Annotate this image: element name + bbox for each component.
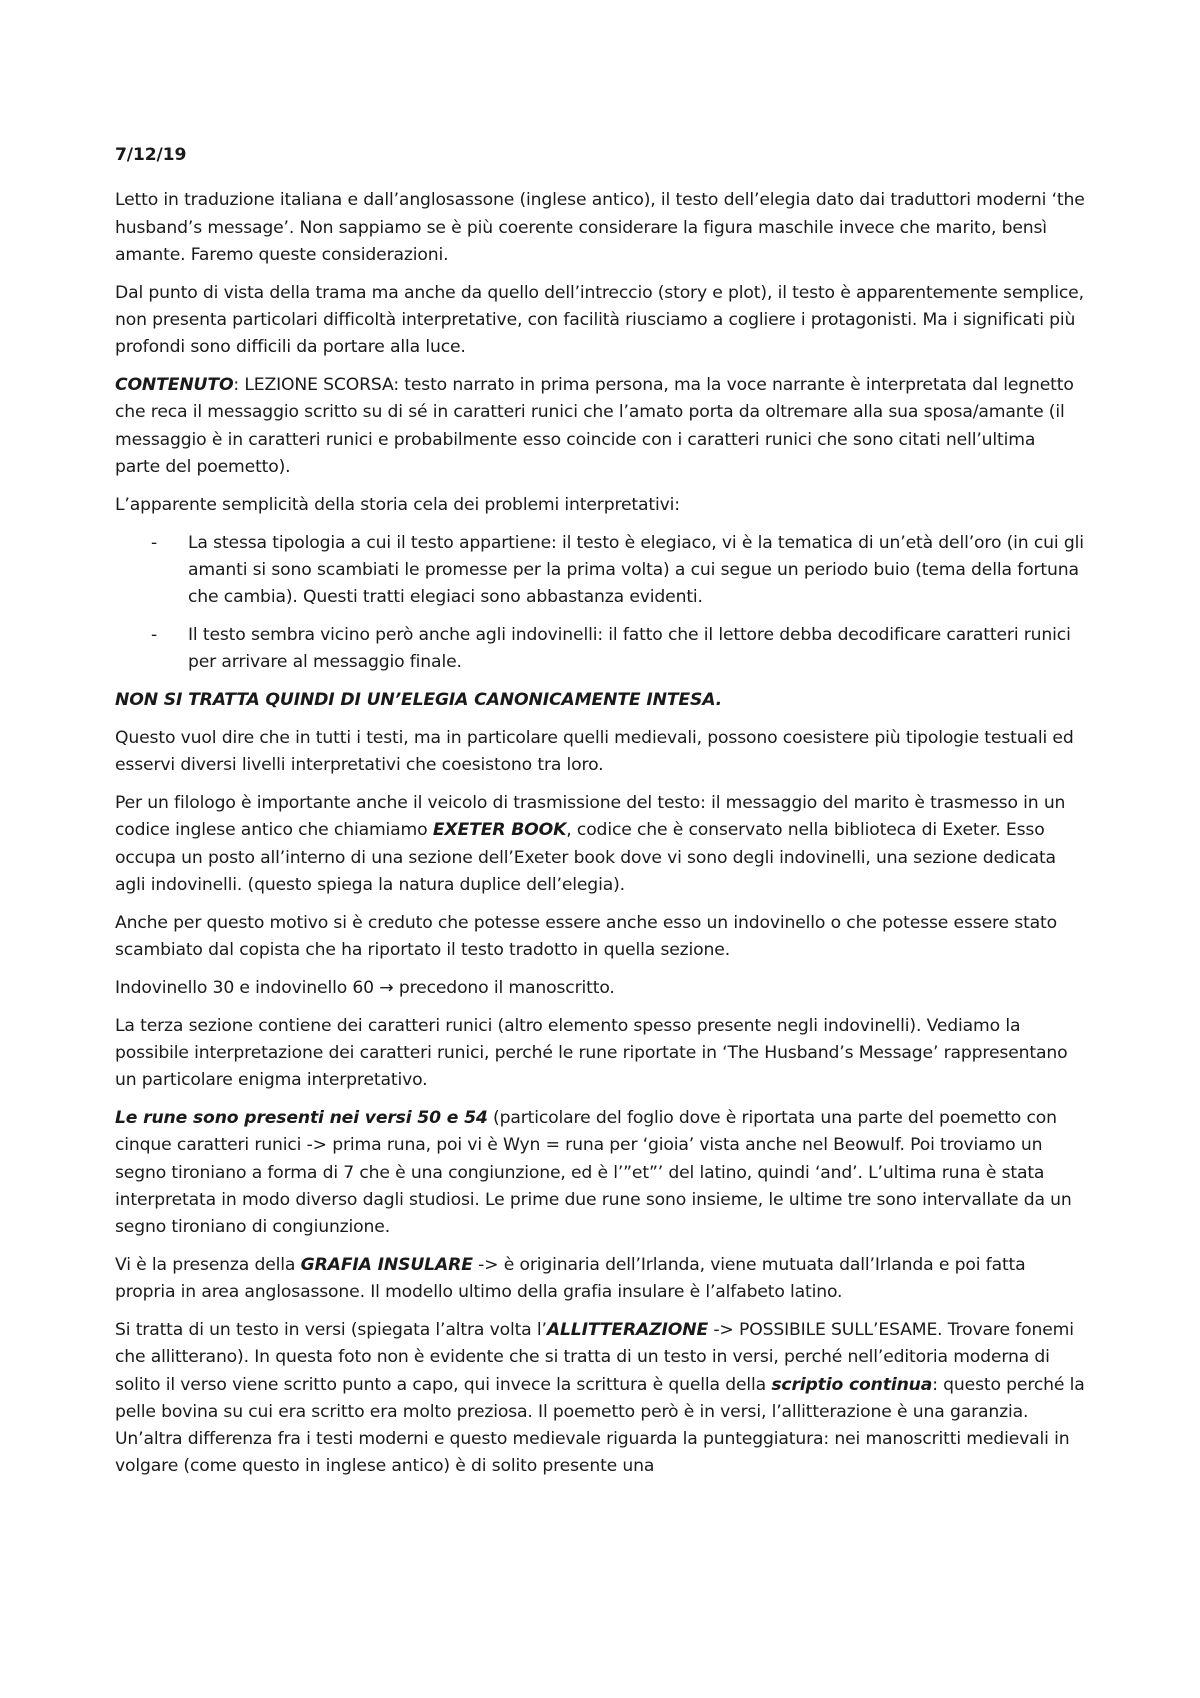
runes-text: (particolare del foglio dove è riportata una parte del poemetto con cinque caratteri runici -> prima runa, poi vi è Wyn = runa per ‘gioia’ vista anche nel Beowulf. Poi troviamo un segno tironiano a forma di 7 che è una congiunzione, ed è l’”et”’ del latino, quindi ‘and’. L’ultima runa è stata interpretata in modo diverso dagli studiosi. Le prime due rune sono insieme, le ultime tre sono intervallate da un segno tironiano di congiunzione. [115, 1107, 1072, 1238]
paragraph-typologies: Questo vuol dire che in tutti i testi, ma in particolare quelli medievali, possono coesistere più tipologie testuali ed esservi diversi livelli interpretativi che coesistono tra loro. [115, 727, 1074, 776]
date-heading: 7/12/19 [115, 145, 187, 165]
grafia-insulare-term: GRAFIA INSULARE [300, 1254, 473, 1275]
paragraph-runic-section: La terza sezione contiene dei caratteri runici (altro elemento spesso presente negli indovinelli). Vediamo la possibile interpretazione dei caratteri runici, perché le rune riportate in ‘The Husband’s Message’ rappresentano un particolare enigma interpretativo. [115, 1015, 1068, 1091]
riddles-text-b: precedono il manoscritto. [393, 977, 615, 998]
insular-text-a: Vi è la presenza della [115, 1254, 301, 1275]
scriptio-continua-term: scriptio continua [771, 1374, 933, 1395]
paragraph-verse [115, 1317, 1085, 1481]
list-item-text: Il testo sembra vicino però anche agli indovinelli: il fatto che il lettore debba decodificare caratteri runici per arrivare al messaggio finale. [188, 624, 1071, 673]
paragraph-insular-script [115, 1252, 1085, 1307]
paragraph-riddle-hypothesis: Anche per questo motivo si è creduto che potesse essere anche esso un indovinello o che potesse essere stato scambiato dal copista che ha riportato il testo tradotto in quella sezione. [115, 912, 1058, 960]
arrow-right-icon: → [379, 977, 394, 998]
verse-text-c: -> POSSIBILE SULL’ESAME. Trovare fonemi che allitterano). In questa foto non è evidente che si tratta di un testo in versi, perché nell’editoria moderna di solito il verso viene scritto punto a capo, qui invece la scrittura è quella della [115, 1319, 1074, 1395]
paragraph-runes [115, 1105, 1085, 1241]
list-item [115, 622, 1085, 677]
exeter-text-c: , codice che è conservato nella biblioteca di Exeter. Esso occupa un posto all’interno di una sezione dell’Exeter book dove vi sono degli indovinelli, una sezione dedicata agli indovinelli. (questo spiega la natura duplice dell’elegia). [115, 820, 1056, 895]
paragraph-problems-intro: L’apparente semplicità della storia cela dei problemi interpretativi: [115, 494, 680, 515]
document-body [115, 142, 1085, 1491]
paragraph-riddles [115, 975, 1085, 1002]
exeter-book-term: EXETER BOOK [432, 820, 567, 841]
paragraph-conclusion-heading: NON SI TRATTA QUINDI DI UN’ELEGIA CANONICAMENTE INTESA. [115, 690, 723, 711]
runes-lead: Le rune sono presenti nei versi 50 e 54 [115, 1107, 488, 1128]
list-item-text: La stessa tipologia a cui il testo appartiene: il testo è elegiaco, vi è la tematica di un’età dell’oro (in cui gli amanti si sono scambiati le promesse per la prima volta) a cui segue un periodo buio (tema della fortuna che cambia). Questi tratti elegiaci sono abbastanza evidenti. [188, 532, 1084, 608]
paragraph-exeter [115, 790, 1085, 899]
paragraph-contenuto [115, 372, 1085, 481]
insular-text-c: -> è originaria dell’Irlanda, viene mutuata dall’Irlanda e poi fatta propria in area anglosassone. Il modello ultimo della grafia insulare è l’alfabeto latino. [115, 1254, 1026, 1303]
dash-marker: - [151, 532, 158, 553]
dash-marker: - [151, 624, 158, 645]
paragraph-intro: Letto in traduzione italiana e dall’anglosassone (inglese antico), il testo dell’elegia dato dai traduttori moderni ‘the husband’s message’. Non sappiamo se è più coerente considerare la figura maschile invece che marito, bensì amante. Faremo queste considerazioni. [115, 190, 1085, 265]
exeter-text-a: Per un filologo è importante anche il veicolo di trasmissione del testo: il messaggio del marito è trasmesso in un codice inglese antico che chiamiamo [115, 792, 1066, 841]
allitterazione-term: ALLITTERAZIONE [546, 1319, 709, 1340]
contenuto-text: : LEZIONE SCORSA: testo narrato in prima persona, ma la voce narrante è interpretata dal legnetto che reca il messaggio scritto su di sé in caratteri runici che l’amato porta da oltremare alla sua sposa/amante (il messaggio è in caratteri runici e probabilmente esso coincide con i caratteri runici che sono citati nell’ultima parte del poemetto). [115, 375, 1074, 477]
riddles-text-a: Indovinello 30 e indovinello 60 [115, 977, 380, 998]
problems-list [115, 530, 1085, 677]
list-item [115, 530, 1085, 612]
verse-text-e: : questo perché la pelle bovina su cui era scritto era molto preziosa. Il poemetto però è in versi, l’allitterazione è una garanzia. Un’altra differenza fra i testi moderni e questo medievale riguarda la punteggiatura: nei manoscritti medievali in volgare (come questo in inglese antico) è di solito presente una [115, 1374, 1085, 1477]
contenuto-label: CONTENUTO [115, 375, 234, 396]
verse-text-a: Si tratta di un testo in versi (spiegata l’altra volta l’ [115, 1319, 547, 1340]
paragraph-plot: Dal punto di vista della trama ma anche da quello dell’intreccio (story e plot), il testo è apparentemente semplice, non presenta particolari difficoltà interpretative, con facilità riusciamo a cogliere i protagonisti. Ma i significati più profondi sono difficili da portare alla luce. [115, 282, 1084, 358]
